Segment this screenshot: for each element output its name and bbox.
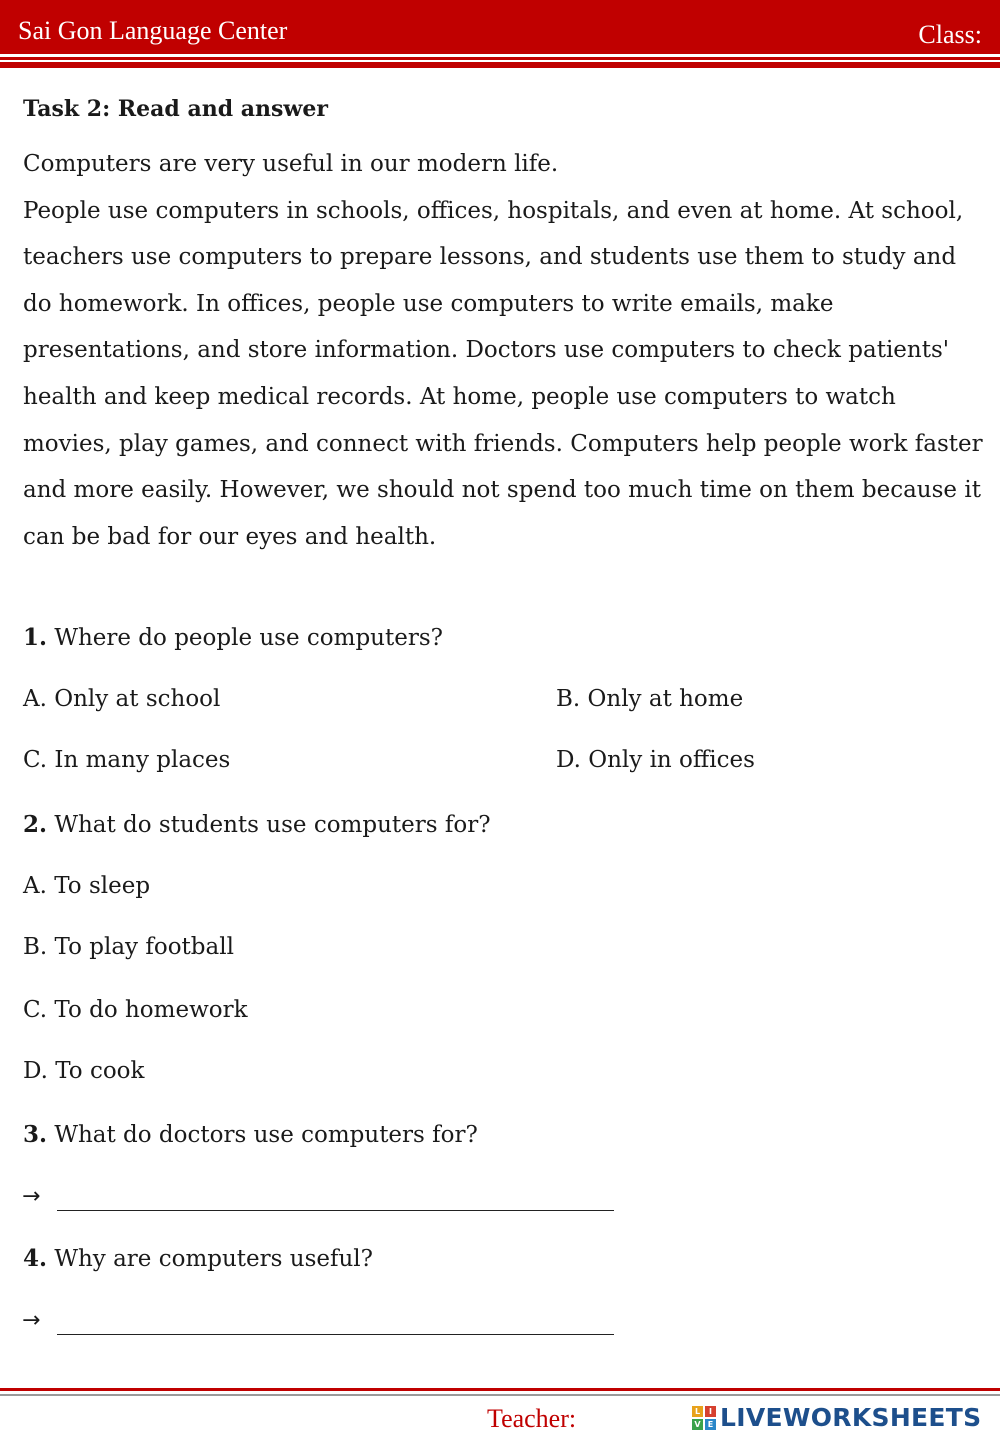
logo-letter: L (692, 1406, 703, 1417)
logo-letter: I (705, 1406, 716, 1417)
header-divider (0, 57, 1000, 60)
question-text: Where do people use computers? (47, 625, 443, 651)
question-number: 2. (23, 811, 48, 838)
question-number: 3. (23, 1121, 48, 1148)
footer-divider (0, 1388, 1000, 1391)
q1-option-d[interactable]: D. Only in offices (556, 747, 755, 773)
q2-option-a[interactable]: A. To sleep (23, 873, 151, 899)
header-divider-thick (0, 62, 1000, 68)
q2-option-c[interactable]: C. To do homework (23, 997, 248, 1023)
task-title: Task 2: Read and answer (23, 96, 328, 122)
q2-option-d[interactable]: D. To cook (23, 1058, 145, 1084)
arrow-icon: → (22, 1308, 41, 1333)
q1-option-b[interactable]: B. Only at home (556, 686, 744, 712)
arrow-icon: → (22, 1184, 41, 1209)
center-name: Sai Gon Language Center (18, 16, 288, 45)
class-label: Class: (918, 20, 982, 49)
question-text: Why are computers useful? (47, 1246, 373, 1272)
question-1 (23, 624, 443, 651)
header-bar (0, 0, 1000, 54)
logo-text: LIVEWORKSHEETS (720, 1403, 982, 1432)
q3-answer-line[interactable] (57, 1210, 614, 1211)
question-text: What do students use computers for? (47, 812, 491, 838)
logo-grid-icon (692, 1406, 716, 1430)
question-text: What do doctors use computers for? (47, 1122, 478, 1148)
logo-letter: V (692, 1419, 703, 1430)
passage-body: People use computers in schools, offices, hospitals, and even at home. At school, teachers use computers to prepare lessons, and students use them to study and do homework. In offices, people use computers to write emails, make presentations, and store information. Doctors use computers to check patients' health and keep medical records. At home, people use computers to watch movies, play games, and connect with friends. Computers help people work faster and more easily. However, we should not spend too much time on them because it can be bad for our eyes and health. (23, 197, 983, 550)
passage-intro: Computers are very useful in our modern life. (23, 151, 559, 177)
q1-option-c[interactable]: C. In many places (23, 747, 231, 773)
question-number: 4. (23, 1245, 48, 1272)
q4-answer-line[interactable] (57, 1334, 614, 1335)
question-3 (23, 1121, 478, 1148)
footer-divider-grey (0, 1394, 1000, 1396)
q1-option-a[interactable]: A. Only at school (23, 686, 221, 712)
question-number: 1. (23, 624, 48, 651)
question-4 (23, 1245, 373, 1272)
logo-letter: E (705, 1419, 716, 1430)
teacher-label: Teacher: (487, 1404, 577, 1433)
q2-option-b[interactable]: B. To play football (23, 934, 234, 960)
liveworksheets-logo[interactable] (692, 1403, 981, 1432)
question-2 (23, 811, 491, 838)
reading-passage (23, 141, 983, 560)
